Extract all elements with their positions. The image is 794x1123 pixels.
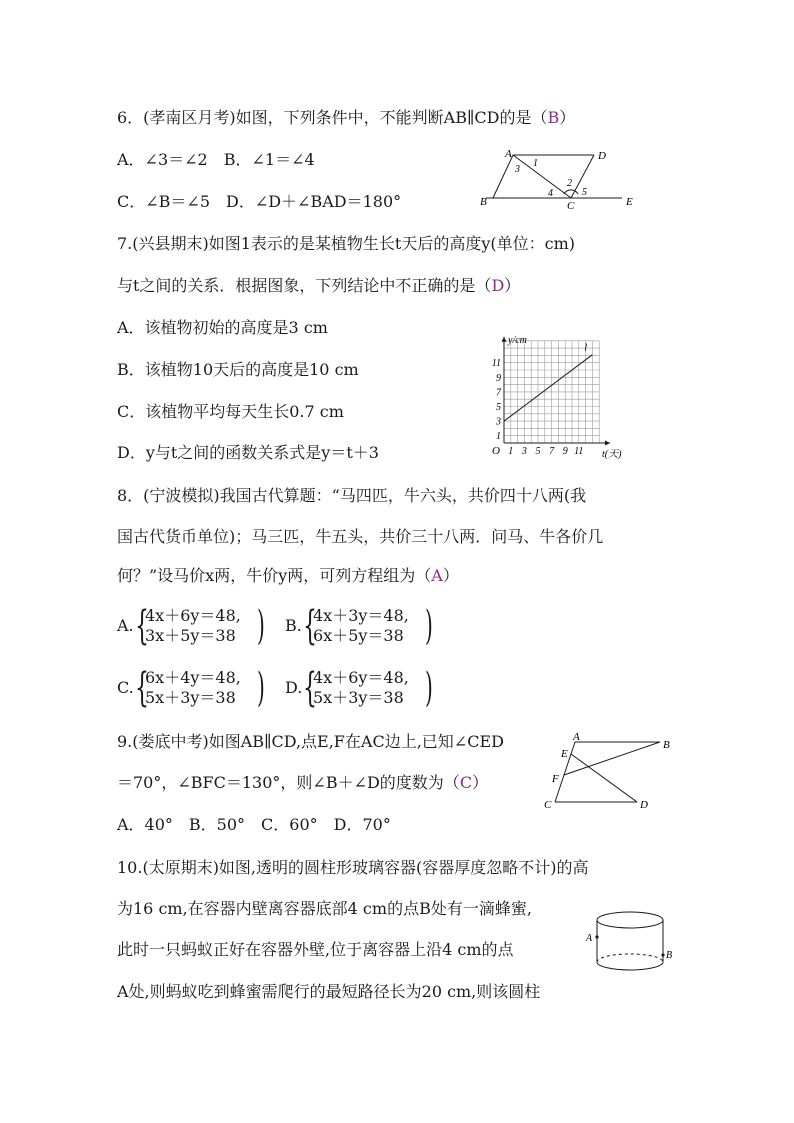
x-axis-arrow — [605, 441, 610, 446]
q8-option-b: B. { 4x＋3y＝48, 6x＋5y＝38 ) — [285, 603, 433, 649]
right-paren: ) — [257, 603, 265, 649]
q9-figure — [535, 730, 685, 815]
y-tick-label: 9 — [496, 372, 501, 384]
q9-label-e: E — [561, 748, 568, 760]
q8-stem-line1: 8．(宁波模拟)我国古代算题：“马四匹，牛六头，共价四十八两(我 — [117, 486, 587, 505]
x-tick-label: 5 — [535, 446, 541, 457]
q8-stem-line3: 何？”设马价x两，牛价y两，可列方程组为（A） — [117, 566, 459, 585]
right-paren: ) — [425, 603, 433, 649]
origin-label: O — [492, 445, 500, 457]
y-tick-label: 3 — [496, 416, 501, 428]
q10-label-b: B — [666, 950, 673, 961]
q8-stem-line2: 国古代货币单位)；马三匹，牛五头，共价三十八两．问马、牛各价几 — [117, 527, 604, 546]
left-brace: { — [135, 603, 149, 649]
q6-label-e: E — [626, 196, 633, 208]
q6-label-d: D — [598, 150, 606, 162]
q9-options: A．40° B．50° C．60° D．70° — [117, 815, 391, 834]
q6-angle-3: 3 — [515, 164, 520, 175]
q8-answer: A — [431, 566, 443, 585]
q6-angle-4: 4 — [548, 188, 553, 199]
q8-option-d: D. { 4x＋6y＝48, 5x＋3y＝38 ) — [285, 665, 433, 711]
x-tick-label: 3 — [521, 446, 527, 457]
q9-stem-line2: ＝70°，∠BFC＝130°，则∠B＋∠D的度数为（C） — [117, 773, 489, 792]
q6-stem: 6．(孝南区月考)如图，下列条件中，不能判断AB∥CD的是（B） — [117, 108, 576, 127]
q6-answer: B — [547, 108, 560, 127]
q6-label-b: B — [480, 196, 487, 208]
q6-label-c: C — [567, 200, 575, 210]
q10-cylinder-figure — [583, 905, 678, 983]
q6-figure — [476, 145, 636, 210]
q9-stem-line1: 9.(娄底中考)如图AB∥CD,点E,F在AC边上,已知∠CED — [117, 732, 504, 751]
x-tick-label: 7 — [549, 446, 555, 457]
q9-label-c: C — [544, 799, 552, 811]
q7-stem-line1: 7.(兴县期末)如图1表示的是某植物生长t天后的高度y(单位：cm) — [117, 234, 576, 253]
q10-label-a: A — [586, 933, 593, 944]
q7-option-b: B．该植物10天后的高度是10 cm — [117, 360, 359, 379]
x-tick-label: 9 — [562, 446, 568, 457]
q6-angle-2: 2 — [567, 178, 572, 189]
y-tick-label: 7 — [496, 387, 501, 399]
q10-line4: A处,则蚂蚁吃到蜂蜜需爬行的最短路径长为20 cm,则该圆柱 — [117, 982, 541, 1001]
q6-angle-5: 5 — [582, 187, 587, 198]
x-tick-label: 11 — [574, 446, 584, 457]
q6-options-cd: C．∠B＝∠5 D．∠D＋∠BAD＝180° — [117, 192, 402, 211]
x-tick-label: 1 — [508, 446, 514, 457]
q6-angle-1: 1 — [533, 158, 538, 169]
right-paren: ) — [257, 665, 265, 711]
q7-answer: D — [491, 276, 505, 295]
y-tick-label: 1 — [496, 431, 501, 443]
right-paren: ) — [425, 665, 433, 711]
y-tick-label: 11 — [491, 358, 501, 370]
q7-option-d: D．y与t之间的函数关系式是y＝t＋3 — [117, 443, 379, 462]
q9-answer: C — [459, 773, 473, 792]
q9-label-b: B — [663, 739, 670, 751]
x-axis-label: t(天) — [602, 449, 622, 460]
q6-options-ab: A．∠3＝∠2 B．∠1＝∠4 — [117, 150, 315, 169]
left-brace: { — [303, 603, 317, 649]
q8-option-c: C. { 6x＋4y＝48, 5x＋3y＝38 ) — [117, 665, 265, 711]
y-axis-arrow — [502, 337, 507, 342]
q7-stem-line2: 与t之间的关系．根据图象，下列结论中不正确的是（D） — [117, 276, 521, 295]
q10-line3: 此时一只蚂蚁正好在容器外壁,位于离容器上沿4 cm的点 — [117, 940, 514, 959]
q9-label-a: A — [573, 731, 580, 743]
q8-option-a: A. { 4x＋6y＝48, 3x＋5y＝38 ) — [117, 603, 265, 649]
left-brace: { — [135, 665, 149, 711]
q9-label-f: F — [552, 773, 559, 785]
q7-option-c: C．该植物平均每天生长0.7 cm — [117, 402, 344, 421]
y-axis-label: y/cm — [508, 334, 527, 346]
q10-line1: 10.(太原期末)如图,透明的圆柱形玻璃容器(容器厚度忽略不计)的高 — [117, 858, 589, 877]
series-line — [504, 355, 592, 421]
y-tick-label: 5 — [496, 402, 501, 413]
q10-line2: 为16 cm,在容器内壁离容器底部4 cm的点B处有一滴蜂蜜, — [117, 899, 532, 918]
q6-label-a: A — [505, 148, 512, 160]
series-label: l — [584, 342, 588, 354]
q9-label-d: D — [640, 799, 648, 811]
q7-growth-chart — [488, 323, 638, 469]
q7-option-a: A．该植物初始的高度是3 cm — [117, 318, 328, 337]
left-brace: { — [303, 665, 317, 711]
